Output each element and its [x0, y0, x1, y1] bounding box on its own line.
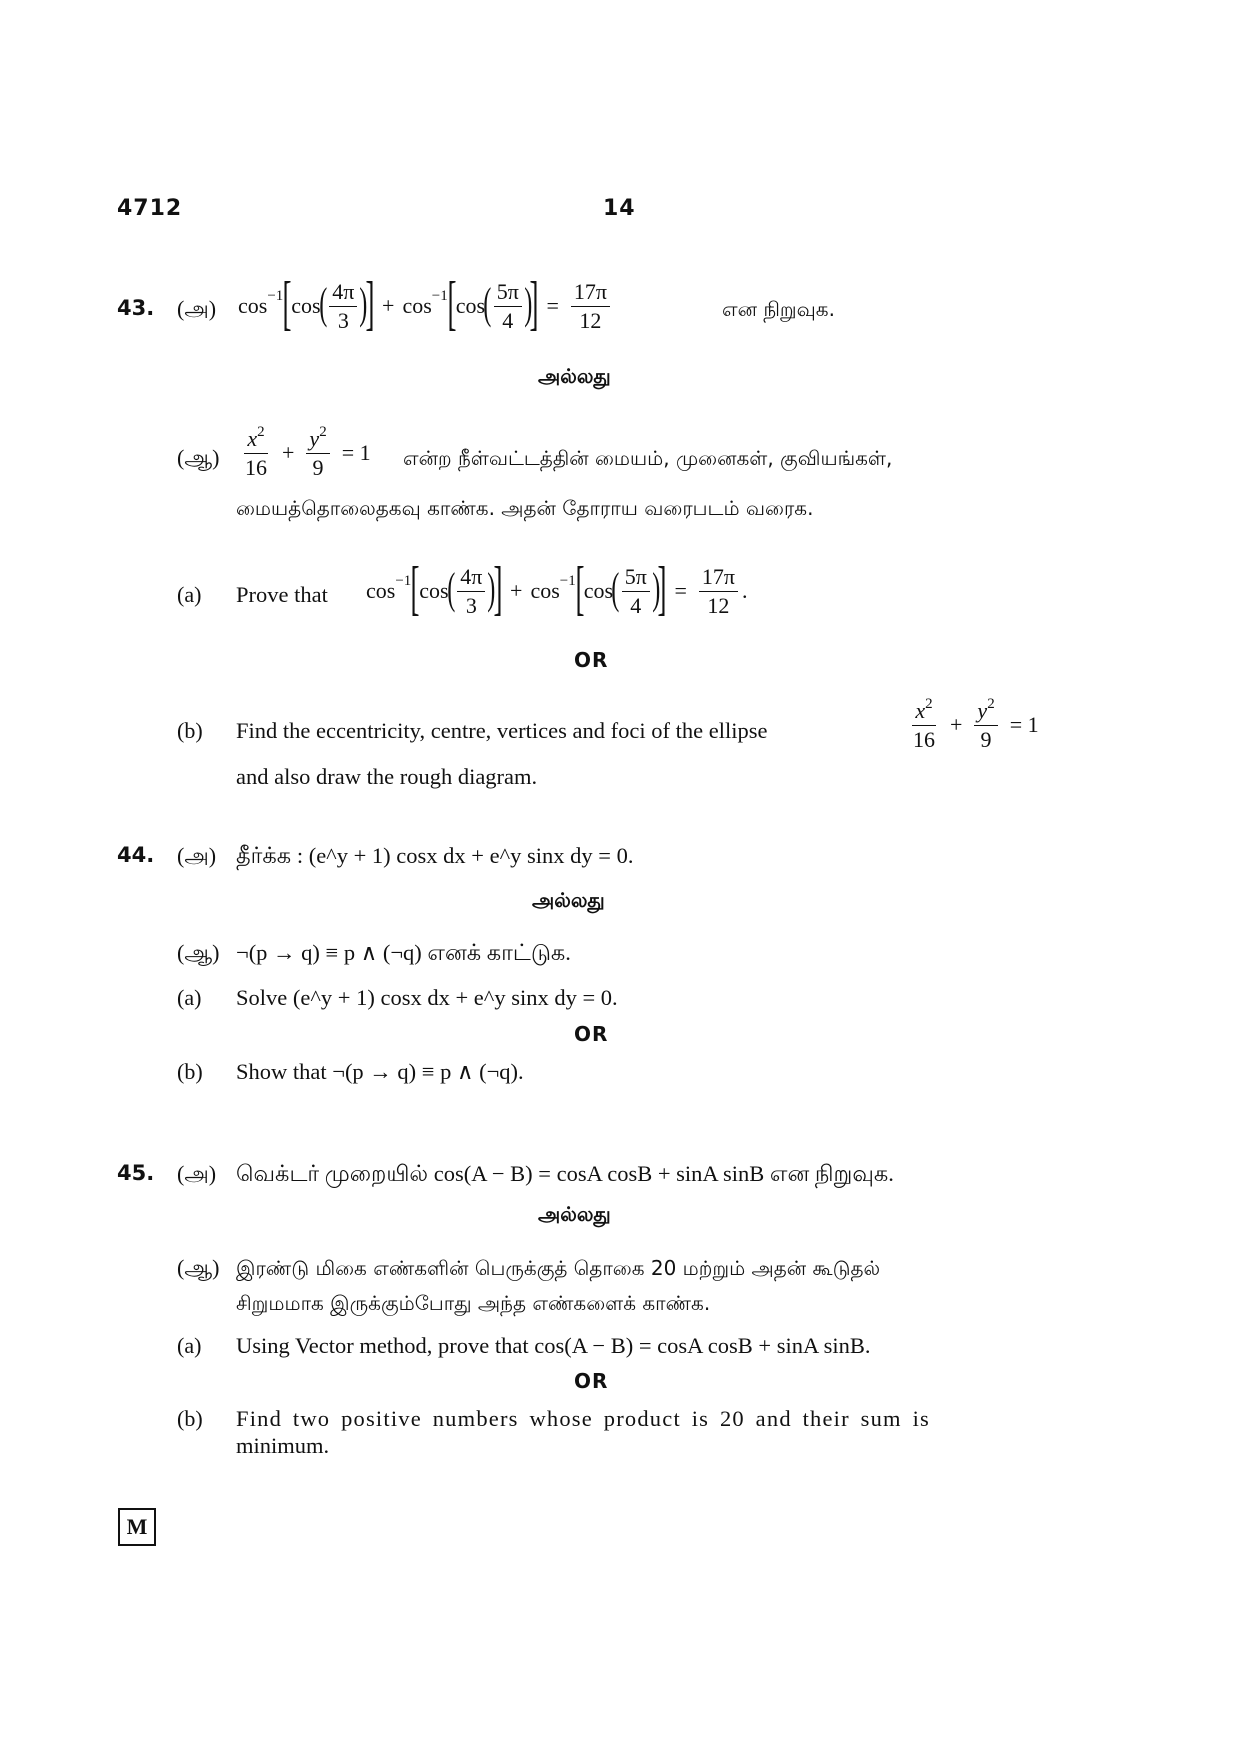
question-number-44: 44.	[117, 843, 155, 867]
q43-en-a-prefix: Prove that	[236, 582, 328, 607]
q45-ta-a: வெக்டர் முறையில் cos(A − B) = cosA cosB + sinA sinB என நிறுவுக.	[236, 1161, 894, 1186]
q43-ta-b-line1: என்ற நீள்வட்டத்தின் மையம், முனைகள், குவியங்கள்,	[403, 446, 893, 470]
english-option-a-label: (a)	[177, 582, 202, 607]
tamil-option-a-label: (அ)	[177, 843, 217, 868]
question-number-45: 45.	[117, 1161, 155, 1185]
q43-en-b-line2: and also draw the rough diagram.	[236, 764, 538, 789]
q43-ta-a-suffix: என நிறுவுக.	[722, 297, 835, 321]
or-divider: OR	[574, 1369, 609, 1393]
tamil-or-divider: அல்லது	[538, 1202, 611, 1226]
q43-ta-a-equation: cos −1 [ cos ( $\frac{4\pi}{3}$ ) ] + cos −1 [ cos ( $\frac{5\pi}{4}$ ) ] = $\frac{17\pi}{12}$	[238, 272, 614, 340]
tamil-option-a-label: (அ)	[177, 296, 217, 321]
tamil-or-divider: அல்லது	[532, 888, 605, 912]
q44-en-a: Solve (e^y + 1) cosx dx + e^y sinx dy = 0.	[236, 985, 618, 1010]
or-divider: OR	[574, 648, 609, 672]
tamil-option-b-label: (ஆ)	[177, 940, 220, 965]
q45-ta-b-line1: இரண்டு மிகை எண்களின் பெருக்குத் தொகை 20 மற்றும் அதன் கூடுதல்	[236, 1256, 881, 1280]
tamil-option-b-label: (ஆ)	[177, 1255, 220, 1280]
paper-code: 4712	[117, 196, 183, 221]
question-number-43: 43.	[117, 296, 155, 320]
english-option-b-label: (b)	[177, 1406, 203, 1431]
medium-mark-box: M	[118, 1508, 156, 1546]
q43-ta-b-line2: மையத்தொலைதகவு காண்க. அதன் தோராய வரைபடம் வரைக.	[236, 496, 814, 520]
q43-en-a-equation: cos −1 [ cos ( $\frac{4\pi}{3}$ ) ] + cos −1 [ cos ( $\frac{5\pi}{4}$ ) ] = $\frac{17\pi}{12}$ .	[366, 555, 748, 621]
q44-en-b: Show that ¬(p → q) ≡ p ∧ (¬q).	[236, 1059, 524, 1084]
q44-ta-b: ¬(p → q) ≡ p ∧ (¬q) எனக் காட்டுக.	[236, 940, 571, 965]
q43-en-b-ellipse-equation: $\frac{x^2}{16}$ + $\frac{y^2}{9}$ = 1	[913, 696, 1039, 752]
english-option-b-label: (b)	[177, 718, 203, 743]
q45-ta-b-line2: சிறுமமாக இருக்கும்போது அந்த எண்களைக் காண்க.	[236, 1291, 711, 1315]
tamil-or-divider: அல்லது	[538, 364, 611, 388]
q45-en-b-line1: Find two positive numbers whose product is 20 and their sum is	[236, 1406, 930, 1431]
english-option-b-label: (b)	[177, 1059, 203, 1084]
q45-en-a: Using Vector method, prove that cos(A − B) = cosA cosB + sinA sinB.	[236, 1333, 871, 1358]
english-option-a-label: (a)	[177, 985, 202, 1010]
page-number: 14	[603, 196, 636, 221]
q44-ta-a: தீர்க்க : (e^y + 1) cosx dx + e^y sinx dy = 0.	[236, 843, 634, 868]
or-divider: OR	[574, 1022, 609, 1046]
tamil-option-b-label: (ஆ)	[177, 445, 220, 470]
q43-en-b-line1: Find the eccentricity, centre, vertices and foci of the ellipse	[236, 718, 768, 743]
english-option-a-label: (a)	[177, 1333, 202, 1358]
q45-en-b-line2: minimum.	[236, 1433, 330, 1458]
tamil-option-a-label: (அ)	[177, 1161, 217, 1186]
q43-ta-b-ellipse-equation: $\frac{x^2}{16}$ + $\frac{y^2}{9}$ = 1	[245, 424, 371, 480]
